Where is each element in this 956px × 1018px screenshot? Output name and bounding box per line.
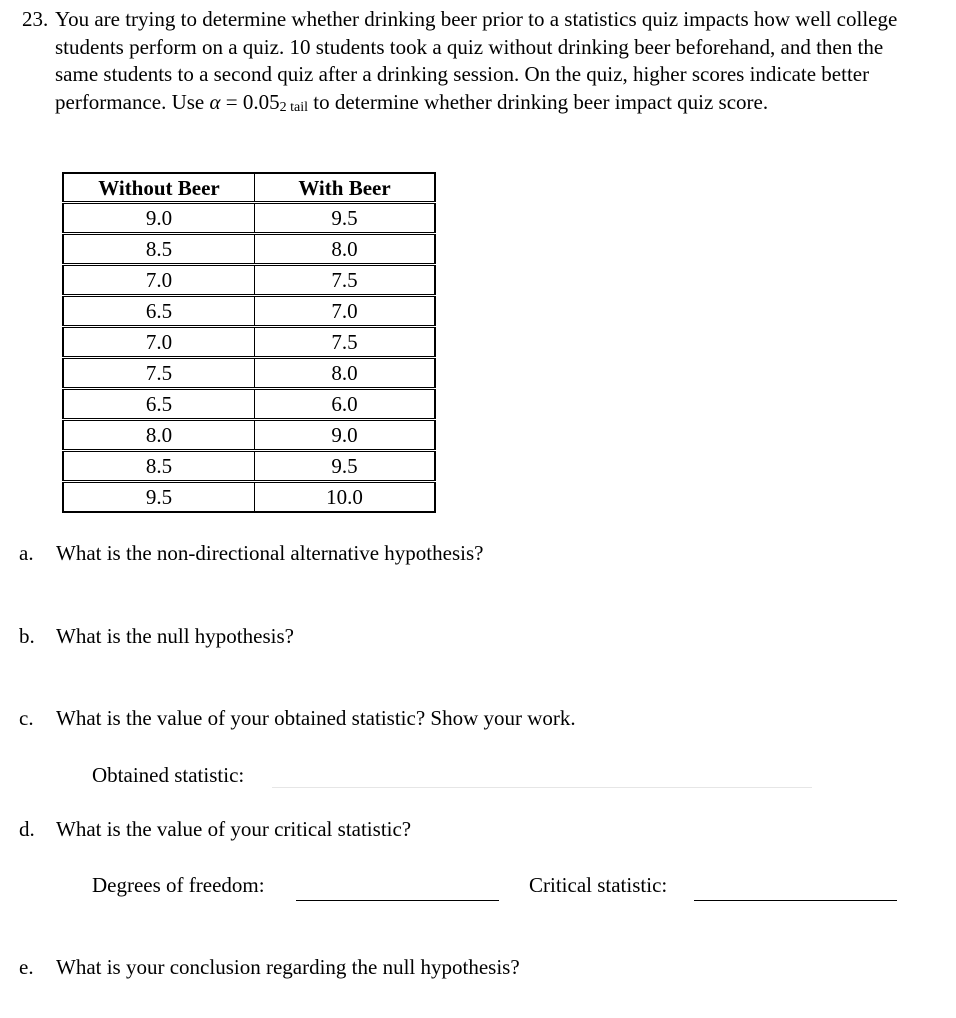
degrees-of-freedom-answer-line[interactable]: [296, 900, 499, 901]
question-text: What is the null hypothesis?: [56, 624, 294, 648]
degrees-of-freedom-label: Degrees of freedom:: [92, 873, 265, 897]
question-text: What is the value of your obtained statistic? Show your work.: [56, 706, 576, 730]
question-letter: a.: [19, 541, 34, 565]
header-without-beer: Without Beer: [63, 173, 255, 203]
problem-number: 23.: [22, 7, 49, 31]
table-row: [63, 265, 435, 296]
table-row: [63, 482, 435, 513]
question-e: [19, 955, 520, 980]
question-d: [19, 817, 411, 842]
table-row: [63, 296, 435, 327]
table-header-row: [63, 173, 435, 203]
critical-statistic-answer-line[interactable]: [694, 900, 897, 901]
cell-without-beer: 7.0: [63, 327, 255, 358]
cell-without-beer: 8.0: [63, 420, 255, 451]
table-row: [63, 358, 435, 389]
cell-without-beer: 9.0: [63, 203, 255, 234]
table-row: [63, 389, 435, 420]
cell-without-beer: 9.5: [63, 482, 255, 513]
question-text: What is your conclusion regarding the null hypothesis?: [56, 955, 520, 979]
alpha-value: = 0.05: [220, 89, 280, 114]
table-row: [63, 451, 435, 482]
question-text: What is the non-directional alternative hypothesis?: [56, 541, 484, 565]
cell-with-beer: 8.0: [255, 234, 436, 265]
question-letter: b.: [19, 624, 35, 648]
cell-with-beer: 8.0: [255, 358, 436, 389]
obtained-statistic-answer-line[interactable]: [272, 787, 812, 788]
scores-table: [62, 172, 436, 513]
cell-with-beer: 6.0: [255, 389, 436, 420]
question-letter: d.: [19, 817, 35, 841]
cell-with-beer: 10.0: [255, 482, 436, 513]
question-text: What is the value of your critical statistic?: [56, 817, 412, 841]
cell-with-beer: 7.5: [255, 327, 436, 358]
question-letter: c.: [19, 706, 34, 730]
question-letter: e.: [19, 955, 34, 979]
cell-without-beer: 6.5: [63, 389, 255, 420]
question-b: [19, 624, 294, 649]
cell-without-beer: 8.5: [63, 451, 255, 482]
problem-text: [55, 6, 922, 119]
question-a: [19, 541, 483, 566]
cell-with-beer: 9.5: [255, 203, 436, 234]
question-c: [19, 706, 576, 731]
cell-without-beer: 8.5: [63, 234, 255, 265]
problem-statement: [22, 6, 922, 119]
header-with-beer: With Beer: [255, 173, 436, 203]
cell-without-beer: 7.0: [63, 265, 255, 296]
cell-with-beer: 7.0: [255, 296, 436, 327]
problem-text-part1: You are trying to determine whether drinking beer prior to a statistics quiz impacts how well college students perform on a quiz. 10 students took a quiz without drinking beer beforehand, and then the same students to a second quiz after a drinking session. On the quiz, higher scores indicate better performance. Use: [55, 7, 898, 114]
cell-without-beer: 6.5: [63, 296, 255, 327]
table-row: [63, 420, 435, 451]
cell-with-beer: 9.5: [255, 451, 436, 482]
tail-subscript: 2 tail: [279, 99, 309, 115]
problem-text-part2: to determine whether drinking beer impact quiz score.: [308, 89, 769, 114]
cell-with-beer: 7.5: [255, 265, 436, 296]
alpha-symbol: α: [209, 89, 221, 114]
cell-with-beer: 9.0: [255, 420, 436, 451]
critical-statistic-label: Critical statistic:: [529, 873, 668, 897]
table-row: [63, 327, 435, 358]
table-row: [63, 203, 435, 234]
obtained-statistic-label: Obtained statistic:: [92, 763, 245, 787]
table-row: [63, 234, 435, 265]
cell-without-beer: 7.5: [63, 358, 255, 389]
